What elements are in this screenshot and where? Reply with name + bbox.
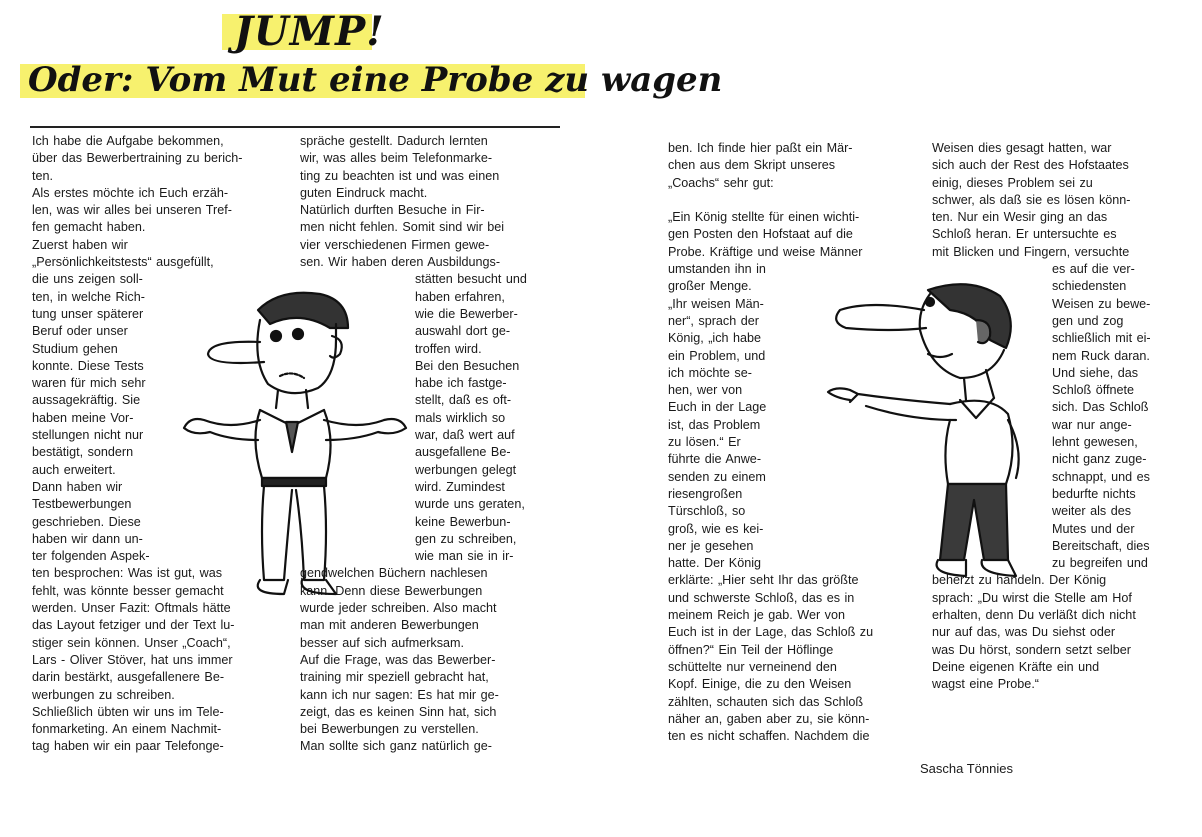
text-line: „Persönlichkeitstests“ ausgefüllt, [32,255,214,270]
text-line: das Layout fetziger und der Text lu- [32,618,235,633]
text-line: war, daß wert auf [415,428,515,443]
text-line: ten. [32,168,54,183]
text-line: einig, dieses Problem sei zu [932,175,1093,190]
text-line: erhalten, denn Du verläßt dich nicht [932,608,1136,623]
text-line: was Du hörst, sondern setzt selber [932,642,1131,657]
text-line: habe ich fastge- [415,376,507,391]
text-line: Auf die Frage, was das Bewerber- [300,652,496,667]
text-line: ich möchte se- [668,365,752,380]
text-line: sprach: „Du wirst die Stelle am Hof [932,590,1132,605]
text-line: wird. Zumindest [415,479,505,494]
text-line: waren für mich sehr [32,376,146,391]
text-line: schwer, als daß sie es lösen könn- [932,192,1131,207]
text-line: es auf die ver- [1052,262,1135,277]
text-line: aussagekräftig. Sie [32,393,141,408]
text-line: werden. Unser Fazit: Oftmals hätte [32,601,231,616]
text-line: mals wirklich so [415,410,506,425]
text-line: ten, in welche Rich- [32,289,145,304]
text-line: ben. Ich finde hier paßt ein Mär- [668,141,853,155]
text-line: len, was wir alles bei unseren Tref- [32,203,232,218]
text-line: Schloß heran. Er untersuchte es [932,227,1117,242]
text-line: training mir speziell gebracht hat, [300,670,489,685]
text-line: Weisen dies gesagt hatten, war [932,141,1112,155]
text-line: Ich habe die Aufgabe bekommen, [32,134,224,148]
text-line: auch erweitert. [32,462,116,477]
text-line: Bereitschaft, dies [1052,538,1150,553]
text-line: wagst eine Probe.“ [932,677,1040,692]
shrugging-man-illustration [180,280,410,620]
text-line: nicht ganz zuge- [1052,452,1147,467]
text-line: ner je gesehen [668,538,754,553]
text-line: ting zu beachten ist und was einen [300,168,500,183]
pointing-man-illustration [780,270,1040,600]
text-line: haben erfahren, [415,289,505,304]
text-line: Kopf. Einige, die zu den Weisen [668,677,852,692]
text-line: keine Bewerbun- [415,514,511,529]
text-line: beherzt zu handeln. Der König [932,573,1107,588]
text-line: fen gemacht haben. [32,220,146,235]
text-line: ten. Nur ein Wesir ging an das [932,210,1108,225]
text-line: stiger sein können. Unser „Coach“, [32,635,231,650]
text-line: Beruf oder unser [32,324,128,339]
text-line: sich. Das Schloß [1052,400,1149,415]
text-line: ausgefallene Be- [415,445,511,460]
text-line: Schloß öffnete [1052,383,1134,398]
text-line: „Ihr weisen Män- [668,296,764,311]
text-line: Türschloß, so [668,504,746,519]
text-line: Probe. Kräftige und weise Männer [668,244,863,259]
text-line: näher an, gaben aber zu, sie könn- [668,711,870,726]
text-line: Euch ist in der Lage, das Schloß zu [668,625,874,640]
text-line: gen und zog [1052,313,1124,328]
text-line: nem Ruck daran. [1052,348,1150,363]
text-line: war nur ange- [1052,417,1132,432]
text-line: Zuerst haben wir [32,237,128,252]
text-line: und schwerste Schloß, das es in [668,590,855,605]
text-line: nur auf das, was Du siehst oder [932,625,1116,640]
text-line: wie die Bewerber- [415,306,518,321]
text-line: chen aus dem Skript unseres [668,158,836,173]
text-line: wie man sie in ir- [415,549,514,564]
text-line: Euch in der Lage [668,400,767,415]
text-line: bestätigt, sondern [32,445,134,460]
text-line: geschrieben. Diese [32,514,141,529]
text-line: haben wir dann un- [32,531,143,546]
text-line: mit Blicken und Fingern, versuchte [932,244,1130,259]
text-line: lehnt gewesen, [1052,435,1138,450]
text-line: bedurfte nichts [1052,486,1136,501]
text-line: wir, was alles beim Telefonmarke- [300,151,493,166]
text-line: men nicht fehlen. Somit sind wir bei [300,220,505,235]
text-line: vier verschiedenen Firmen gewe- [300,237,490,252]
text-line: Und siehe, das [1052,365,1139,380]
title-rule [30,126,560,128]
text-line: ein Problem, und [668,348,766,363]
text-line: über das Bewerbertraining zu berich- [32,151,243,166]
article-subtitle: Oder: Vom Mut eine Probe zu wagen [28,60,723,100]
text-line: tung unser späterer [32,306,144,321]
text-line: wurde jeder schreiben. Also macht [300,601,497,616]
text-line: stellungen nicht nur [32,428,144,443]
text-line: stellt, daß es oft- [415,393,512,408]
text-line: gendwelchen Büchern nachlesen [300,566,488,581]
text-line: tag haben wir ein paar Telefonge- [32,739,224,754]
text-line: zählten, schauten sich das Schloß [668,694,864,709]
text-line: Lars - Oliver Stöver, hat uns immer [32,652,233,667]
text-line: schiedensten [1052,279,1127,294]
text-line: König, „ich habe [668,331,762,346]
text-line: hen, wer von [668,383,743,398]
text-line: fonmarketing. An einem Nachmit- [32,722,222,737]
text-line: werbungen gelegt [415,462,517,477]
author-signature: Sascha Tönnies [920,761,1013,776]
text-line: umstanden ihn in [668,262,766,277]
text-line: schüttelte nur verneinend den [668,659,837,674]
text-line: Als erstes möchte ich Euch erzäh- [32,185,229,200]
text-line: sich auch der Rest des Hofstaates [932,158,1129,173]
text-line: kann. Denn diese Bewerbungen [300,583,483,598]
article-title: JUMP! [234,8,385,55]
text-line: Schließlich übten wir uns im Tele- [32,704,224,719]
text-line: Mutes und der [1052,521,1135,536]
text-line: kann ich nur sagen: Es hat mir ge- [300,687,499,702]
text-line: darin bestärkt, ausgefallenere Be- [32,670,225,685]
text-line: Testbewerbungen [32,497,132,512]
text-line: ten es nicht schaffen. Nachdem die [668,729,870,744]
text-line: öffnen?“ Ein Teil der Höflinge [668,642,834,657]
text-line: ner“, sprach der [668,313,759,328]
text-line: die uns zeigen soll- [32,272,143,287]
text-line: werbungen zu schreiben. [32,687,175,702]
text-line: Weisen zu bewe- [1052,296,1151,311]
text-line: auswahl dort ge- [415,324,511,339]
text-line: „Ein König stellte für einen wichti- [668,210,860,225]
text-line: man mit anderen Bewerbungen [300,618,479,633]
text-line [668,192,918,209]
text-line: gen Posten den Hofstaat auf die [668,227,853,242]
text-line: haben meine Vor- [32,410,134,425]
text-line: ter folgenden Aspek- [32,549,150,564]
text-line: gen zu schreiben, [415,531,517,546]
text-line: Man sollte sich ganz natürlich ge- [300,739,492,754]
text-line: Deine eigenen Kräfte ein und [932,659,1100,674]
text-line: stätten besucht und [415,272,527,287]
text-line: senden zu einem [668,469,766,484]
text-line: Bei den Besuchen [415,358,520,373]
text-line: großer Menge. [668,279,752,294]
text-line: meinem Reich je gab. Wer von [668,608,845,623]
text-line: besser auf sich aufmerksam. [300,635,464,650]
text-line: konnte. Diese Tests [32,358,144,373]
text-line: zu lösen.“ Er [668,435,741,450]
text-line: wurde uns geraten, [415,497,525,512]
text-line: schließlich mit ei- [1052,331,1151,346]
text-line: zeigt, das es keinen Sinn hat, sich [300,704,497,719]
text-line: hatte. Der König [668,556,762,571]
text-line: zu begreifen und [1052,556,1148,571]
text-line: führte die Anwe- [668,452,762,467]
text-line: troffen wird. [415,341,482,356]
text-line: erklärte: „Hier seht Ihr das größte [668,573,859,588]
text-line: groß, wie es kei- [668,521,764,536]
text-line: fehlt, was könnte besser gemacht [32,583,224,598]
text-line: ten besprochen: Was ist gut, was [32,566,223,581]
text-line: riesengroßen [668,486,743,501]
text-line: Studium gehen [32,341,118,356]
text-line: Natürlich durften Besuche in Fir- [300,203,485,218]
text-line: spräche gestellt. Dadurch lernten [300,134,488,148]
text-line: Dann haben wir [32,479,123,494]
text-line: guten Eindruck macht. [300,185,428,200]
text-line: bei Bewerbungen zu verstellen. [300,722,479,737]
text-line: „Coachs“ sehr gut: [668,175,774,190]
text-line: schnappt, und es [1052,469,1150,484]
text-line: ist, das Problem [668,417,761,432]
text-line: weiter als des [1052,504,1131,519]
text-line: sen. Wir haben deren Ausbildungs- [300,255,501,270]
right-page [600,0,1202,837]
